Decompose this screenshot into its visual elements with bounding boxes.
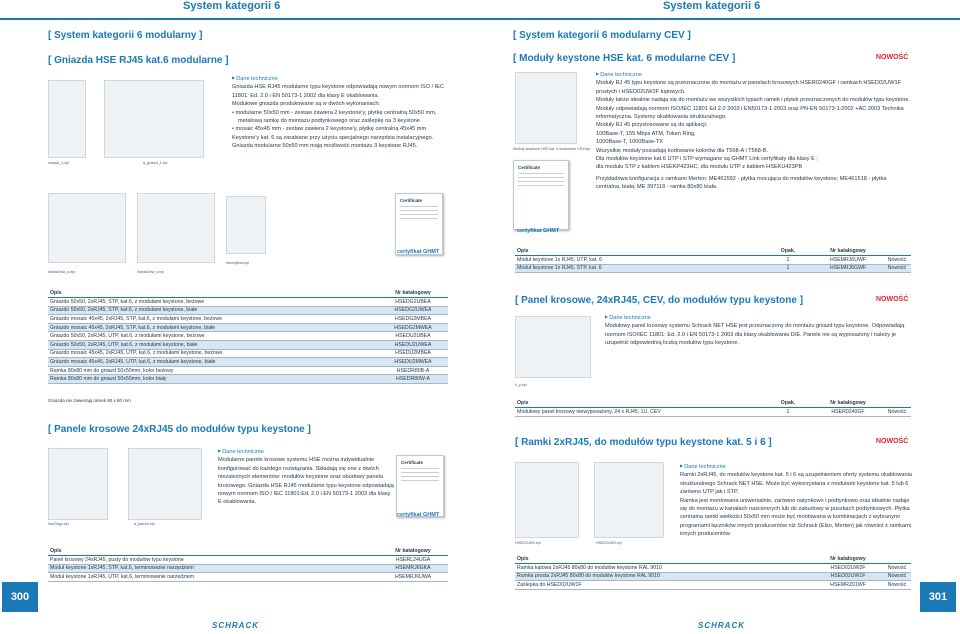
page-title-right: System kategorii 6 [663,0,761,12]
desc-text: Ramki 2xRJ45, do modułów keystone kat. 5 i 6 są uzupełnieniem oferty systemu okablowania strukturalnego Schrack NET HSE. Może być wykorzystana z modułami keystone kat. 5 lub 6 zarówno UTP jak i STP. [680,472,912,496]
desc-text: Moduły RJ 45 typu keystone są przeznaczone do montażu w panelach krosowych HSER0240GF i ramkach HSED02UW1F prostych i HSED02UW2F kątowych. [596,80,901,95]
page-number-left: 300 [2,582,38,612]
product-photo-patch-panel [48,448,108,520]
right-desc1 [596,70,912,192]
desc-title: ▶ Dane techniczne [596,70,912,79]
certificate-image: Certificate [513,160,569,230]
desc-text: 1000Base-T, 1000Base-TX [596,139,664,146]
desc-text: Gniazda HSE RJ45 modularne typu keystone odpowiadają nowym normom ISO / IEC 11801: Ed. 2.0 i EN 50173-1 2002 dla klasy E okablowania. [232,84,445,99]
schrack-logo-left: SCHRACK [212,621,259,630]
new-badge: NOWOŚĆ [876,54,909,61]
photo-caption: hse24tge.epi [48,522,69,526]
desc-text: Wszystkie moduły posiadają kodowanie kolorów dla T568-A i T568-B. [596,147,769,154]
desc-text: Modułowe gniazda produkowane są w dwóch wykonaniach: [232,101,381,108]
right-section-header: [ System kategorii 6 modularny CEV ] [513,30,691,41]
photo-caption: h_p.epi [515,383,527,387]
photo-caption: a_gniezd_1.epi [143,161,168,165]
left-table2: Opis Nr katalogowy Panel krosowy 24xRJ45, pusty do modułów typu keystone HSERL24UGA Moduł keystone 1xRJ45, STP, kat.6, terminowanie narzędziem HSEMRJ6GKA Moduł keystone 1xRJ45, UTP, kat.6, terminowanie narzędziem HSEMRJ6UWA [48,546,448,582]
photo-caption: HSED2UW2.epi [596,541,622,545]
desc-bullet: • modularne 50x50 mm - zestaw zawiera 2 keystone'y, płytkę centralną 50x50 mm, metalową ramkę do montażu podtynkowego oraz zaślepkę na 3 keystone [238,109,454,126]
product-photo-keystone [226,196,266,254]
right-sub-header: [ Moduły keystone HSE kat. 6 modularne CEV ] [513,53,736,64]
product-photo-socket [104,80,204,158]
right-desc3 [680,462,912,539]
right-table1: Opis Opak. Nr katalogowy Moduł keystone 1x RJ45, UTP, kat. 6 1 HSEMRJ6UWF Nowość Moduł keystone 1x RJ45, STP, kat. 6 1 HSEMRJ6GWF Nowość [515,246,911,273]
right-sub-header2: [ Panel krosowe, 24xRJ45, CEV, do modułów typu keystone ] [515,295,804,306]
photo-caption: HSED2UW1.epi [515,541,541,545]
right-desc2 [605,313,911,348]
product-photo-socket-white [48,193,126,263]
left-desc1 [232,74,454,151]
certificate-image: Certificate [396,455,444,517]
product-photo-frame-straight [594,462,664,538]
desc-title: ▶ Dane techniczne [680,462,912,471]
desc-text: Keystone'y kat. 6 są zarabiane przy użyciu specjalnego narzędzia instalacyjnego. Gniazda modularne 50x50 mm mają możliwość montażu 3 keystone RJ45. [232,134,434,150]
new-badge: NOWOŚĆ [876,438,909,445]
desc-title: ▶ Dane techniczne [605,313,911,322]
right-sub-header3: [ Ramki 2xRJ45, do modułów typu keystone kat. 5 i 6 ] [515,437,772,448]
desc-text: Ramka jest montowana uniwersalnie, zarówno natynkowo i podtynkowo oraz ideałnie nadaje się do montażu w kanałach naściennych lub do zabudowy w puszkach podtynkowych. Płytka centralna ramki wielkości 50x50 mm może być montowana w kombinacjach z wybranymi programami łączników innych producentów niż Schrack (Elso, Merten) jak również z ramkami innych producentów. [680,497,911,538]
left-sub-header2: [ Panele krosowe 24xRJ45 do modułów typu keystone ] [48,424,311,435]
desc-text: Moduły odpowiadają normom ISO/IEC 11801 Ed 2.0 2003 i EN50173-1 2003 oraz PN-EN 50173-1:2002 +AC:2003 Technika informatyczna. Systemy okablowania strukturalnego. [596,105,904,121]
left-section-header: [ System kategorii 6 modularny ] [48,30,203,41]
desc-text: Dla modułów keystone kat.6 UTP i STP wymagane są GHMT Link certyfikaty dla klasy E ; [596,156,818,163]
desc-title: ▶ Dane techniczne [218,447,394,456]
desc-text: dla modułu STP z kablem HSEKP423HC, dla modułu UTP z kablem HSEKU423PB [596,164,803,171]
photo-caption: mosaic_1.epi [48,161,70,165]
product-photo-keystone-cev [515,72,577,144]
photo-caption: hseda2mw_s.epi [137,270,164,274]
desc-text: Moduły także idealnie nadają się do montażu we wszystkich typach ramek i płytek przeznaczonych do modułów typu keystone. [596,97,911,104]
page-number-right: 301 [920,582,956,612]
left-desc2 [218,447,394,507]
product-photo-patch-panel-cev [515,316,591,378]
right-table3: Opis Nr katalogowy Ramka kątowa 2xRJ45 80x80 do modułów keystone RAL 9010 HSED02UW2F Nowość Ramka prosta 2xRJ45 80x80 do modułów keystone RAL 9010 HSED02UW1F Nowość Zaślepka do HSED02UW1F HSEMRZ01WF Nowość [515,554,911,590]
certificate-label: certyfikat GHMT [397,249,440,255]
desc-text: 100Base-T, 155 Mbps ATM, Token Ring, [596,130,696,137]
certificate-label: certyfikat GHMT [397,512,440,518]
photo-caption: a_patch2.epi [134,522,155,526]
schrack-logo-right: SCHRACK [698,621,745,630]
page-title-left: System kategorii 6 [183,0,281,12]
photo-caption: hseda2mw_a.epi [48,270,76,274]
desc-text: Moduły RJ 45 przystosowane są do aplikacji: [596,122,708,129]
desc-text: Modularne panele krosowe systemu HSE można indywidualnie konfigurować do każdego rozwiązania. Składają się one z dwóch niezależnych elementów: modułów keystone oraz obudowy panela krosowego. Gniazda HSE RJ45 modularne typu keystone odpowiadają nowym normom ISO / IEC 11801:Ed. 2.0 i EN 50173-1 2003 dla klasy E okablowania. [218,457,394,506]
left-table1: Opis Nr katalogowy Gniazdo 50x50, 2xRJ45, STP, kat.6, z modułami keystone, beżowe HSEDG2UBEA Gniazdo 50x50, 2xRJ45, STP, kat.6, z modułami keystone, białe HSEDG2UWEA Gniazdo mosaic 45x45, 2xRJ45, STP, kat.6, z modułami keystone, beżowe HSEDG2MBEA Gniazdo mosaic 45x45, 2xRJ45, STP, kat.6, z modułami keystone, białe HSEDG2MWEA Gniazdo 50x50, 2xRJ45, UTP, kat.6, z modułami keystone, beżowe HSEDU2UBEA Gniazdo 50x50, 2xRJ45, UTP, kat.6, z modułami keystone, białe HSEDU2UWEA Gniazdo mosaic 45x45, 2xRJ45, UTP, kat.6, z modułami keystone, beżowe HSEDU2MBEA Gniazdo mosaic 45x45, 2xRJ45, UTP, kat.6, z modułami keystone, białe HSEDU2MWEA Ramka 80x80 mm do gniazd 50x50mm, kolor beżowy HSEDR80B-A Ramka 80x80 mm do gniazd 50x50mm, kolor biały HSEDR80W-A [48,288,448,384]
new-badge: NOWOŚĆ [876,296,909,303]
photo-caption: hsemrj6uw.epi [226,261,249,265]
certificate-label: certyfikat GHMT [517,228,560,234]
product-photo-keystone-module [128,448,202,520]
right-table2: Opis Opak. Nr katalogowy Modułowy panel krosowy niewyposażony, 24 x RJ45, 1U, CEV 1 HSER0240GF Nowość [515,398,911,417]
desc-bullet: • mosaic 45x45 mm - zestaw zawiera 2 keystone'y, płytkę centralną 45x45 mm [238,125,454,133]
desc-text: Przykładowa konfiguracja z ramkami Merten: ME461592 - płytka mocująca do modułów keystone; ME461518 - płytka centralna, biała; ME 397118 - ramka 80x80 biała. [596,175,887,191]
desc-text: Modułowy panel krosowy systemu Schrack NET HSE jest przeznaczony do montażu gniazd typu keystone. Odpowiadają normom ISO/IEC 11801: Ed. 2.0 i EN 50173-1 2003 dla klasy okablowania D/E. Panele nie są wyposażony i należy je uzupełnić odpowiednią liczbą modułów typu keystone. [605,323,905,347]
table-note: Gniazda nie zawierają ramek 80 x 80 mm [48,398,131,403]
certificate-image: Certificate [395,193,443,255]
photo-caption: Moduły keystone HSE kat. 6 modularne CEV.epi [513,147,590,151]
product-photo-frame-angled [515,462,579,538]
left-sub-header: [ Gniazda HSE RJ45 kat.6 modularne ] [48,55,229,66]
product-photo-socket-beige [137,193,215,263]
product-photo-mosaic [48,80,86,158]
desc-title: ▶ Dane techniczne [232,74,454,83]
